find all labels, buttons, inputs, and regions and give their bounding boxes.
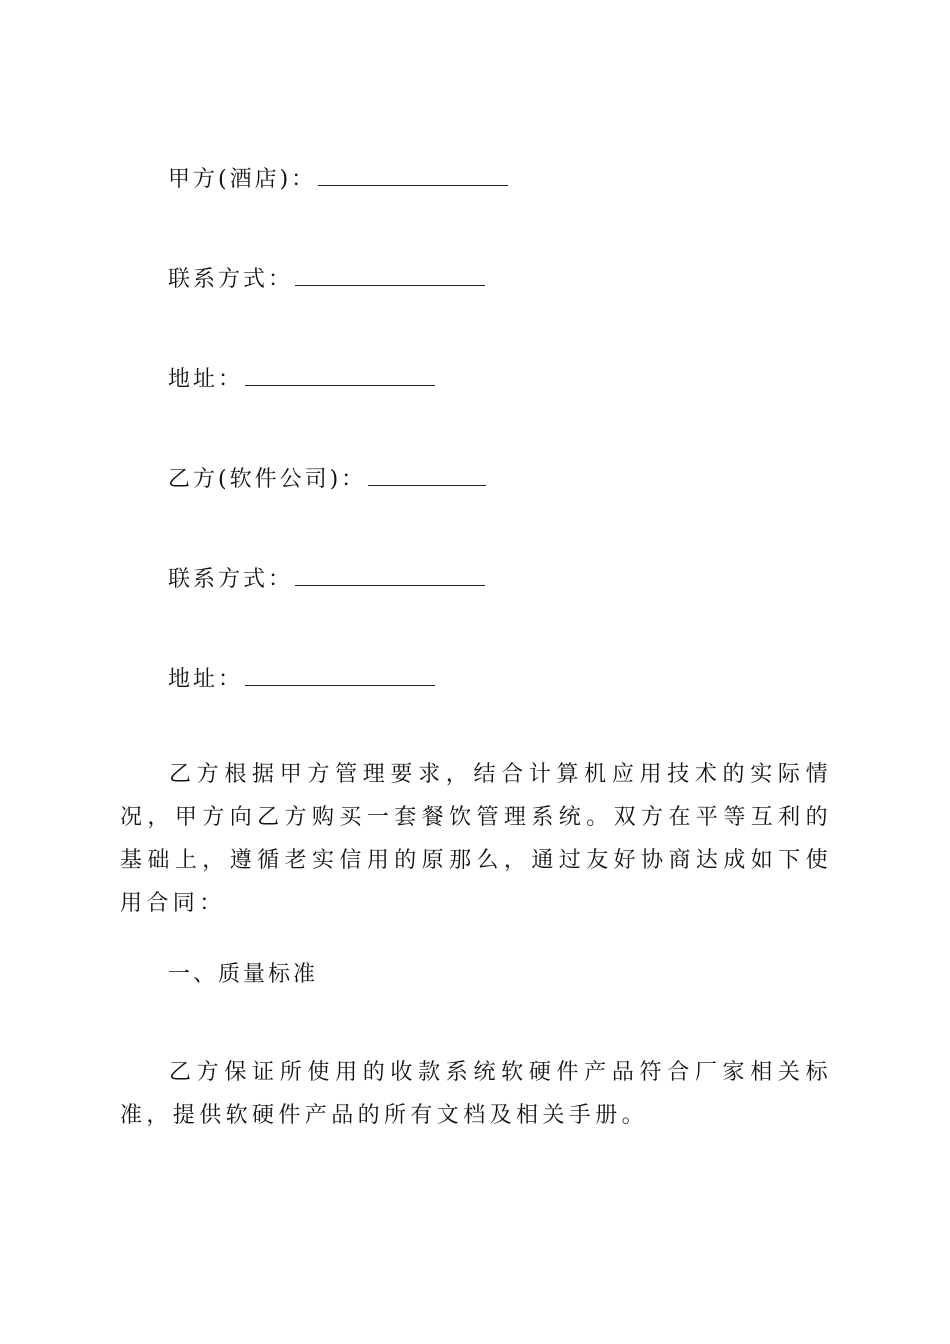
party-b-address-line xyxy=(168,663,435,695)
party-b-contact-label: 联系方式： xyxy=(168,567,294,592)
section-1-heading: 一、质量标准 xyxy=(168,962,319,987)
party-a-address-line xyxy=(168,363,435,395)
party-a-blank xyxy=(318,163,508,186)
party-b-blank xyxy=(368,463,486,486)
party-b-address-blank xyxy=(245,663,435,686)
party-a-address-label: 地址： xyxy=(168,367,244,392)
party-a-label: 甲方(酒店)： xyxy=(168,167,317,192)
party-b-label: 乙方(软件公司)： xyxy=(168,467,367,492)
party-b-address-label: 地址： xyxy=(168,667,244,692)
party-a-line xyxy=(168,163,508,195)
party-a-address-blank xyxy=(245,363,435,386)
party-a-contact-label: 联系方式： xyxy=(168,267,294,292)
party-b-line xyxy=(168,463,486,495)
section-1-paragraph: 乙方保证所使用的收款系统软硬件产品符合厂家相关标准，提供软硬件产品的所有文档及相关手册。 xyxy=(120,1060,832,1128)
intro-paragraph: 乙方根据甲方管理要求，结合计算机应用技术的实际情况，甲方向乙方购买一套餐饮管理系统。双方在平等互利的基础上，遵循老实信用的原那么，通过友好协商达成如下使用合同： xyxy=(120,762,832,916)
party-a-contact-blank xyxy=(295,263,485,286)
party-b-contact-blank xyxy=(295,563,485,586)
party-b-contact-line xyxy=(168,563,485,595)
party-a-contact-line xyxy=(168,263,485,295)
